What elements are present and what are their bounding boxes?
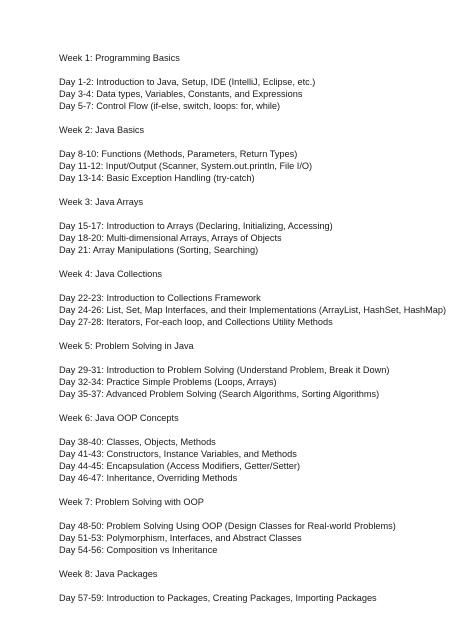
week-heading: Week 3: Java Arrays bbox=[59, 197, 144, 207]
day-entry: Day 11-12: Input/Output (Scanner, System.out.println, File I/O) bbox=[59, 161, 313, 171]
day-entry: Day 22-23: Introduction to Collections Framework bbox=[59, 293, 261, 303]
day-entry: Day 8-10: Functions (Methods, Parameters, Return Types) bbox=[59, 149, 298, 159]
week-heading: Week 8: Java Packages bbox=[59, 569, 158, 579]
day-entry: Day 3-4: Data types, Variables, Constants, and Expressions bbox=[59, 89, 303, 99]
day-entry: Day 57-59: Introduction to Packages, Creating Packages, Importing Packages bbox=[59, 593, 377, 603]
day-entry: Day 5-7: Control Flow (if-else, switch, loops: for, while) bbox=[59, 101, 281, 111]
day-entry: Day 21: Array Manipulations (Sorting, Searching) bbox=[59, 245, 259, 255]
day-entry: Day 48-50: Problem Solving Using OOP (Design Classes for Real-world Problems) bbox=[59, 521, 396, 531]
day-entry: Day 13-14: Basic Exception Handling (try-catch) bbox=[59, 173, 255, 183]
week-heading: Week 7: Problem Solving with OOP bbox=[59, 497, 204, 507]
day-entry: Day 1-2: Introduction to Java, Setup, IDE (IntelliJ, Eclipse, etc.) bbox=[59, 77, 316, 87]
day-entry: Day 35-37: Advanced Problem Solving (Search Algorithms, Sorting Algorithms) bbox=[59, 389, 380, 399]
week-4-section bbox=[59, 268, 449, 328]
day-entry: Day 29-31: Introduction to Problem Solving (Understand Problem, Break it Down) bbox=[59, 365, 390, 375]
day-entry: Day 24-26: List, Set, Map Interfaces, and their Implementations (ArrayList, HashSet, HashMap) bbox=[59, 305, 447, 315]
week-2-section bbox=[59, 124, 449, 184]
week-heading: Week 6: Java OOP Concepts bbox=[59, 413, 179, 423]
day-entry: Day 44-45: Encapsulation (Access Modifiers, Getter/Setter) bbox=[59, 461, 301, 471]
day-entry: Day 27-28: Iterators, For-each loop, and Collections Utility Methods bbox=[59, 317, 333, 327]
day-entry: Day 46-47: Inheritance, Overriding Methods bbox=[59, 473, 238, 483]
week-heading: Week 4: Java Collections bbox=[59, 269, 162, 279]
day-entry: Day 54-56: Composition vs Inheritance bbox=[59, 545, 218, 555]
week-1-section bbox=[59, 52, 449, 112]
day-entry: Day 15-17: Introduction to Arrays (Declaring, Initializing, Accessing) bbox=[59, 221, 333, 231]
day-entry: Day 18-20: Multi-dimensional Arrays, Arrays of Objects bbox=[59, 233, 282, 243]
week-3-section bbox=[59, 196, 449, 256]
week-7-section bbox=[59, 496, 449, 556]
week-heading: Week 1: Programming Basics bbox=[59, 53, 180, 63]
document-body bbox=[59, 52, 449, 616]
week-heading: Week 5: Problem Solving in Java bbox=[59, 341, 194, 351]
day-entry: Day 32-34: Practice Simple Problems (Loops, Arrays) bbox=[59, 377, 277, 387]
week-heading: Week 2: Java Basics bbox=[59, 125, 145, 135]
day-entry: Day 51-53: Polymorphism, Interfaces, and Abstract Classes bbox=[59, 533, 302, 543]
week-8-section bbox=[59, 568, 449, 604]
week-5-section bbox=[59, 340, 449, 400]
week-6-section bbox=[59, 412, 449, 484]
day-entry: Day 38-40: Classes, Objects, Methods bbox=[59, 437, 216, 447]
day-entry: Day 41-43: Constructors, Instance Variables, and Methods bbox=[59, 449, 297, 459]
